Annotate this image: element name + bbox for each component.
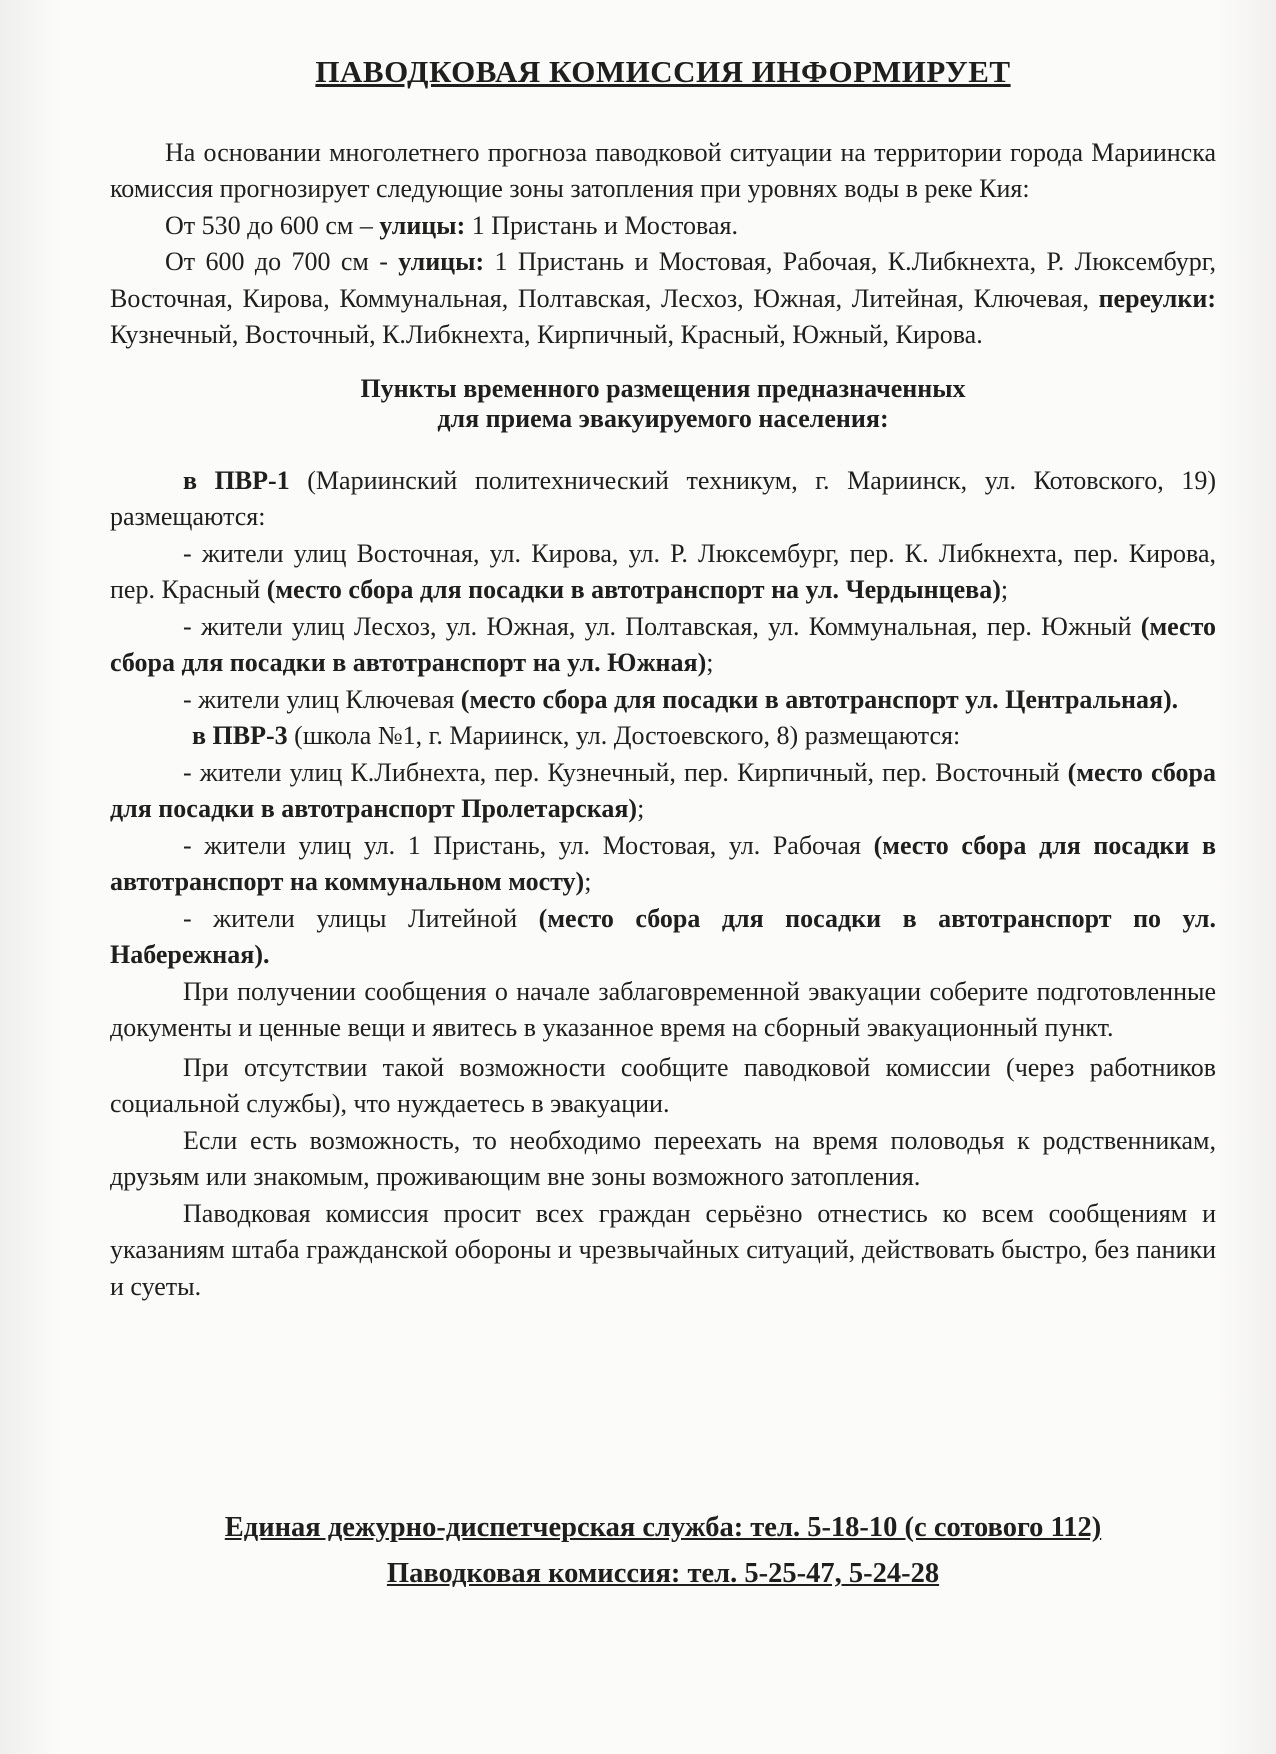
- item-residents: - жители улиц Восточная, ул. Кирова, ул. Р. Люксембург, пер. К. Либкнехта, пер. Кирова, пер. Красный: [110, 538, 1216, 604]
- pvr-3-item: [110, 828, 1216, 901]
- document-body: [110, 44, 1216, 1305]
- contacts-footer: [110, 1508, 1216, 1594]
- section-heading: [110, 374, 1216, 434]
- pvr-3-item: [110, 755, 1216, 828]
- item-residents: - жители улиц Лесхоз, ул. Южная, ул. Полтавская, ул. Коммунальная, пер. Южный: [183, 611, 1141, 641]
- pvr-1-item: [110, 536, 1216, 609]
- item-residents: - жители улиц ул. 1 Пристань, ул. Мостовая, ул. Рабочая: [183, 830, 874, 860]
- zone-label: улицы:: [379, 210, 466, 240]
- zone-streets: 1 Пристань и Мостовая.: [465, 210, 738, 240]
- item-pickup-point: (место сбора для посадки в автотранспорт на ул. Чердынцева): [266, 575, 1001, 604]
- item-pickup-point: (место сбора для посадки в автотранспорт по ул. Набережная).: [110, 903, 1216, 969]
- item-pickup-point: (место сбора для посадки в автотранспорт ул. Центральная).: [460, 684, 1179, 714]
- pvr-location: (Мариинский политехнический техникум, г. Мариинск, ул. Котовского, 19) размещаются:: [110, 465, 1216, 531]
- social-service-paragraph: При отсутствии такой возможности сообщите паводковой комиссии (через работников социальной службы), что нуждаетесь в эвакуации.: [110, 1052, 1216, 1118]
- pvr-label: в ПВР-3: [192, 721, 288, 750]
- zone-streets-label: улицы:: [398, 247, 485, 276]
- evacuation-paragraph: При получении сообщения о начале заблаговременной эвакуации соберите подготовленные документы и ценные вещи и явитесь в указанное время на сборный эвакуационный пункт.: [110, 976, 1216, 1042]
- pvr-1-item: [110, 609, 1216, 682]
- flood-zone-530-600: [110, 208, 1216, 245]
- pvr-label: в ПВР-1: [183, 465, 290, 495]
- zone-level: От 530 до 600 см –: [165, 210, 380, 240]
- item-pickup-point: (место сбора для посадки в автотранспорт Пролетарская): [110, 757, 1216, 823]
- section-heading-line: для приема эвакуируемого населения:: [437, 403, 889, 433]
- pvr-3-intro: [110, 718, 1216, 755]
- zone-lanes-label: переулки:: [1098, 283, 1216, 313]
- request-paragraph: Паводковая комиссия просит всех граждан серьёзно отнестись ко всем сообщениям и указаниям штаба гражданской обороны и чрезвычайных ситуаций, действовать быстро, без паники и суеты.: [110, 1198, 1216, 1301]
- intro-paragraph: На основании многолетнего прогноза паводковой ситуации на территории города Мариинска комиссия прогнозирует следующие зоны затопления при уровнях воды в реке Кия:: [110, 137, 1216, 203]
- item-tail: ;: [637, 794, 645, 823]
- item-tail: ;: [706, 648, 714, 677]
- flood-commission-phone: Паводковая комиссия: тел. 5-25-47, 5-24-28: [386, 1558, 940, 1589]
- zone-level: От 600 до 700 см -: [165, 247, 399, 276]
- pvr-1-intro: [110, 463, 1216, 536]
- item-tail: ;: [1000, 575, 1009, 604]
- flood-zone-600-700: [110, 244, 1216, 354]
- dispatch-service-phone: Единая дежурно-диспетчерская служба: тел. 5-18-10 (с сотового 112): [224, 1512, 1102, 1543]
- item-residents: - жители улиц Ключевая: [183, 684, 461, 714]
- item-residents: - жители улицы Литейной: [183, 903, 539, 933]
- pvr-location: (школа №1, г. Мариинск, ул. Достоевского, 8) размещаются:: [287, 721, 961, 750]
- zone-streets: 1 Пристань и Мостовая, Рабочая, К.Либкнехта, Р. Люксембург, Восточная, Кирова, Коммунальная, Полтавская, Лесхоз, Южная, Литейная, Ключевая,: [110, 247, 1216, 313]
- item-tail: ;: [584, 867, 592, 896]
- pvr-1-item: [110, 682, 1216, 719]
- document-title: ПАВОДКОВАЯ КОМИССИЯ ИНФОРМИРУЕТ: [315, 54, 1011, 89]
- section-heading-line: Пункты временного размещения предназначенных: [360, 373, 966, 403]
- item-residents: - жители улиц К.Либнехта, пер. Кузнечный, пер. Кирпичный, пер. Восточный: [183, 757, 1068, 787]
- pvr-3-item: [110, 901, 1216, 974]
- zone-lanes: Кузнечный, Восточный, К.Либкнехта, Кирпичный, Красный, Южный, Кирова.: [110, 320, 983, 349]
- item-pickup-point: (место сбора для посадки в автотранспорт на коммунальном мосту): [110, 830, 1216, 896]
- item-pickup-point: (место сбора для посадки в автотранспорт на ул. Южная): [110, 611, 1216, 677]
- relatives-paragraph: Если есть возможность, то необходимо переехать на время половодья к родственникам, друзьям или знакомым, проживающим вне зоны возможного затопления.: [110, 1125, 1216, 1191]
